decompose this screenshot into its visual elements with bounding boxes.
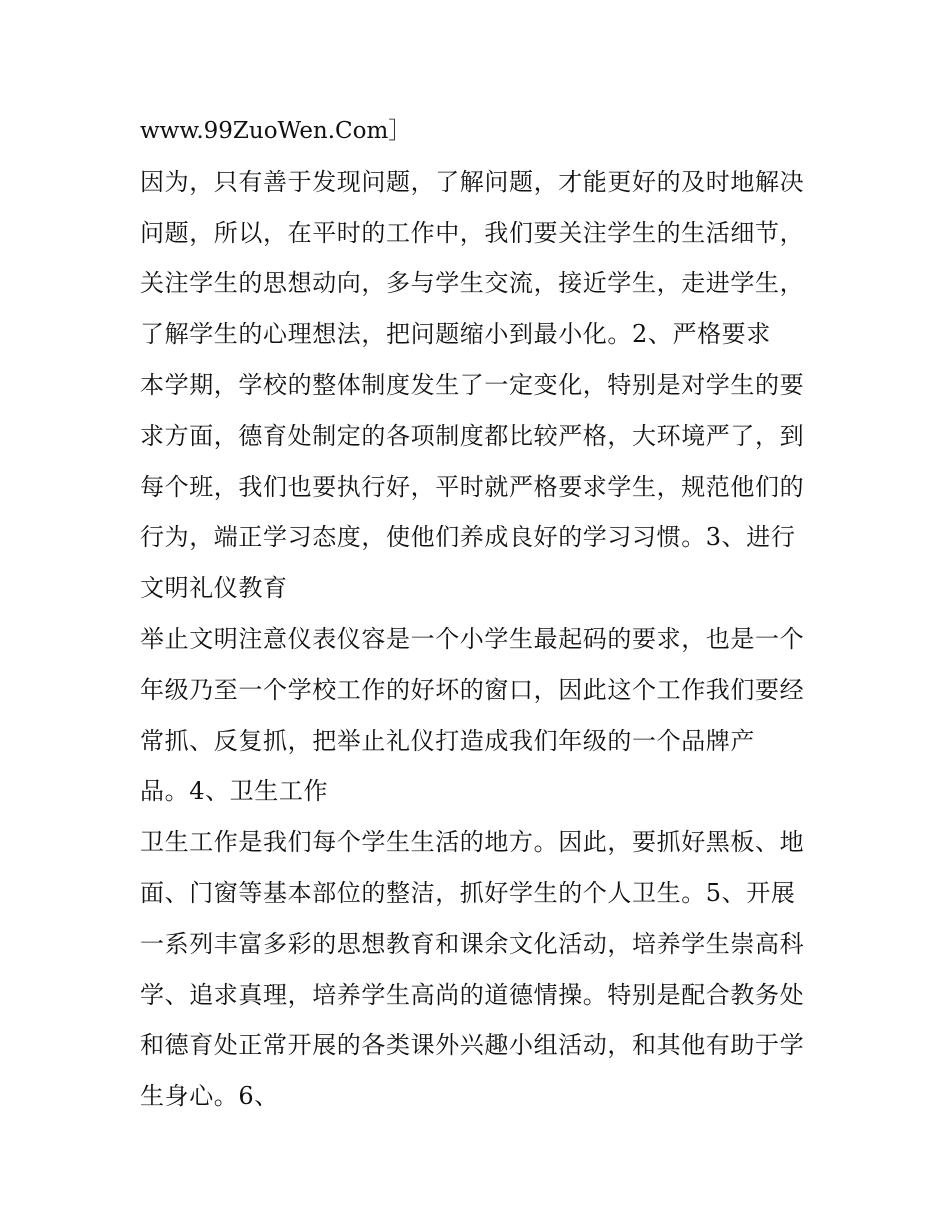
text-line: 行为，端正学习态度，使他们养成良好的学习习惯。3、进行 — [140, 523, 796, 552]
text-line: 了解学生的心理想法，把问题缩小到最小化。2、严格要求 — [140, 320, 771, 349]
text-line: 和德育处正常开展的各类课外兴趣小组活动，和其他有助于学 — [140, 1031, 805, 1060]
text-line: 卫生工作是我们每个学生生活的地方。因此，要抓好黑板、地 — [140, 828, 805, 857]
text-line: 举止文明注意仪表仪容是一个小学生最起码的要求，也是一个 — [140, 624, 805, 653]
text-line: 品。4、卫生工作 — [140, 777, 329, 806]
text-line: 问题，所以，在平时的工作中，我们要关注学生的生活细节， — [140, 218, 805, 247]
text-line: 一系列丰富多彩的思想教育和课余文化活动，培养学生崇高科 — [140, 929, 805, 958]
text-line: 常抓、反复抓，把举止礼仪打造成我们年级的一个品牌产 — [140, 726, 755, 755]
text-line: 每个班，我们也要执行好，平时就严格要求学生，规范他们的 — [140, 472, 805, 501]
text-line: 学、追求真理，培养学生高尚的道德情操。特别是配合教务处 — [140, 980, 805, 1009]
text-line: 面、门窗等基本部位的整洁，抓好学生的个人卫生。5、开展 — [140, 878, 796, 907]
text-line: 年级乃至一个学校工作的好坏的窗口，因此这个工作我们要经 — [140, 675, 805, 704]
text-line: 关注学生的思想动向，多与学生交流，接近学生，走进学生， — [140, 269, 805, 298]
text-line: 求方面，德育处制定的各项制度都比较严格，大环境严了，到 — [140, 421, 805, 450]
body-text — [140, 106, 830, 1122]
text-line: 生身心。6、 — [140, 1082, 279, 1111]
text-line: 文明礼仪教育 — [140, 574, 288, 603]
text-line: 因为，只有善于发现问题，了解问题，才能更好的及时地解决 — [140, 167, 805, 196]
source-url-line: www.99ZuoWen.Com］ — [140, 118, 412, 144]
text-line: 本学期，学校的整体制度发生了一定变化，特别是对学生的要 — [140, 370, 805, 399]
